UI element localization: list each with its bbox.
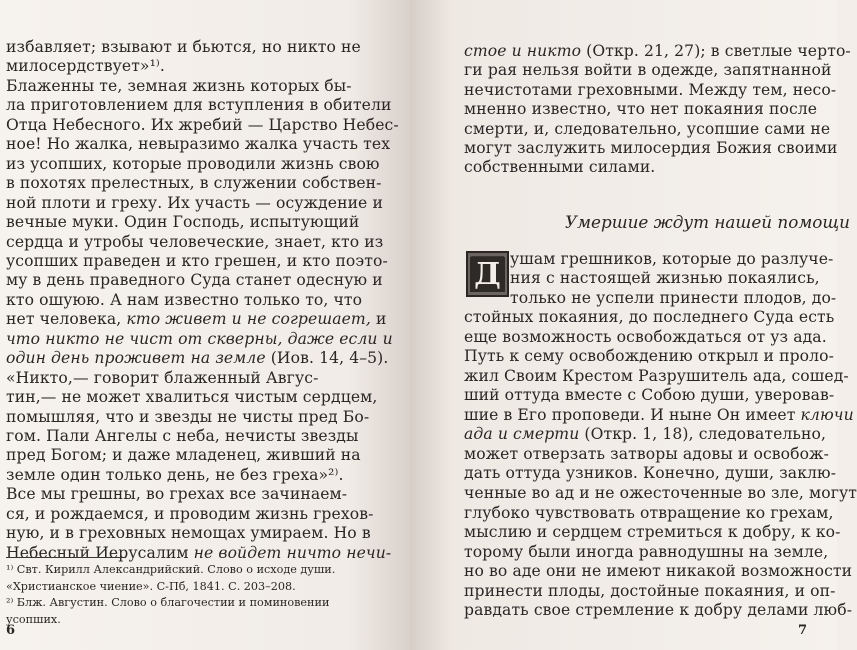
text-line: мыслию и сердцем стремиться к добру, к ко- (464, 523, 841, 542)
text-line: пред Богом; и даже младенец, живший на (6, 446, 361, 465)
text-line: но во аде они не имеют никакой возможности (464, 562, 853, 581)
text-line: помышляя, что и звезды не чисты пред Бо- (6, 407, 370, 426)
text-line: «Никто,— говорит блаженный Авгус- (6, 368, 319, 387)
page-number-left: 6 (6, 623, 16, 638)
footnote-line: ²⁾ Блж. Августин. Слово о благочестии и поминовении (6, 596, 330, 609)
text-line: принести плоды, достойные покаяния, и оп- (464, 581, 836, 600)
text-line: шие в Его проповеди. И ныне Он имеет ключи (464, 405, 854, 424)
text-line: избавляет; взывают и бьются, но никто не (6, 38, 361, 56)
text-line: усопших праведен и кто грешен, и кто поэто- (6, 251, 388, 270)
footnote-line: ¹⁾ Свт. Кирилл Александрийский. Слово о исходе души. (6, 563, 336, 576)
text-line: сердца и утробы человеческие, знает, кто из (6, 232, 384, 251)
text-line: стое и никто (Откр. 21, 27); в светлые черто- (464, 42, 851, 60)
text-line: один день проживет на земле (Иов. 14, 4–5). (6, 349, 389, 368)
text-line: земле один только день, не без греха»²⁾. (6, 465, 344, 484)
text-line: ада и смерти (Откр. 1, 18), следовательно, (464, 425, 827, 444)
text-line: Блаженны те, земная жизнь которых бы- (6, 76, 352, 95)
text-line: гом. Пали Ангелы с неба, нечисты звезды (6, 427, 359, 445)
drop-cap-letter: Д (470, 257, 505, 292)
text-line: что никто не чист от скверны, даже если и (6, 329, 393, 348)
left-page (0, 0, 410, 650)
text-line: ния с настоящей жизнью покаялись, (510, 269, 820, 288)
text-line: ной плоти и греху. Их участь — осуждение и (6, 193, 383, 212)
text-line: Все мы грешны, во грехах все зачинаем- (6, 485, 348, 504)
text-line: смерти, и, следовательно, усопшие сами не (464, 119, 831, 138)
text-line: может отверзать затворы адовы и освобож- (464, 444, 829, 463)
text-line: ся, и рождаемся, и проводим жизнь грехов- (6, 504, 374, 523)
text-line: собственными силами. (464, 158, 656, 177)
text-line: милосердствует»¹⁾. (6, 57, 165, 76)
text-line: только не успели принести плодов, до- (510, 288, 837, 307)
text-line: еще возможность освобождаться от уз ада. (464, 327, 827, 346)
page-number-right: 7 (798, 623, 808, 638)
section-heading: Умершие ждут нашей помощи (565, 212, 850, 232)
text-line: в похотях прелестных, в служении собствен- (6, 174, 382, 193)
text-line: торому были иногда равнодушны на земле, (464, 542, 829, 561)
text-line: Небесный Иерусалим не войдет ничто нечи- (6, 543, 392, 562)
footnote-line: «Христианское чиение». С-Пб, 1841. С. 203–208. (6, 579, 296, 593)
text-line: из усопших, которые проводили жизнь свою (6, 154, 380, 173)
text-line: жил Своим Крестом Разрушитель ада, сошед- (464, 366, 849, 385)
drop-cap-ornament (466, 251, 509, 297)
text-line: му в день праведного Суда станет одесную и (6, 271, 383, 290)
text-line: ушам грешников, которые до разлуче- (510, 250, 834, 268)
footnote-rule (6, 557, 126, 558)
text-line: ги рая нельзя войти в одежде, запятнанной (464, 61, 832, 80)
text-line: ла приготовлением для вступления в обители (6, 96, 392, 115)
text-line: ное! Но жалка, невыразимо жалка участь тех (6, 135, 391, 154)
text-line: равдать свое стремление к добру делами люб- (464, 601, 853, 620)
text-line: кто ошуюю. А нам известно только то, что (6, 290, 363, 309)
text-line: вечные муки. Один Господь, испытующий (6, 213, 360, 232)
text-line: мненно известно, что нет покаяния после (464, 100, 818, 119)
text-line: глубоко чувствовать отвращение ко грехам, (464, 503, 834, 522)
text-line: Путь к сему освобождению открыл и проло- (464, 347, 835, 366)
text-line: нечистотами греховными. Между тем, несо- (464, 80, 837, 99)
right-page (410, 0, 857, 650)
footnote-line: усопших. (6, 612, 61, 626)
text-line: нет человека, кто живет и не согрешает, и (6, 310, 387, 329)
text-line: могут заслужить милосердия Божия своими (464, 139, 838, 157)
text-line: ную, и в греховных немощах умираем. Но в (6, 524, 371, 543)
text-line: дать оттуда узников. Конечно, души, заклю- (464, 464, 837, 483)
text-line: ченные во ад и не ожесточенные во зле, могут (464, 483, 857, 502)
text-line: стойных покаяния, до последнего Суда есть (464, 308, 835, 326)
text-line: ший оттуда вместе с Собою души, уверовав- (464, 386, 835, 405)
text-line: Отца Небесного. Их жребий — Царство Небес- (6, 115, 399, 134)
text-line: тин,— не может хвалиться чистым сердцем, (6, 388, 378, 407)
